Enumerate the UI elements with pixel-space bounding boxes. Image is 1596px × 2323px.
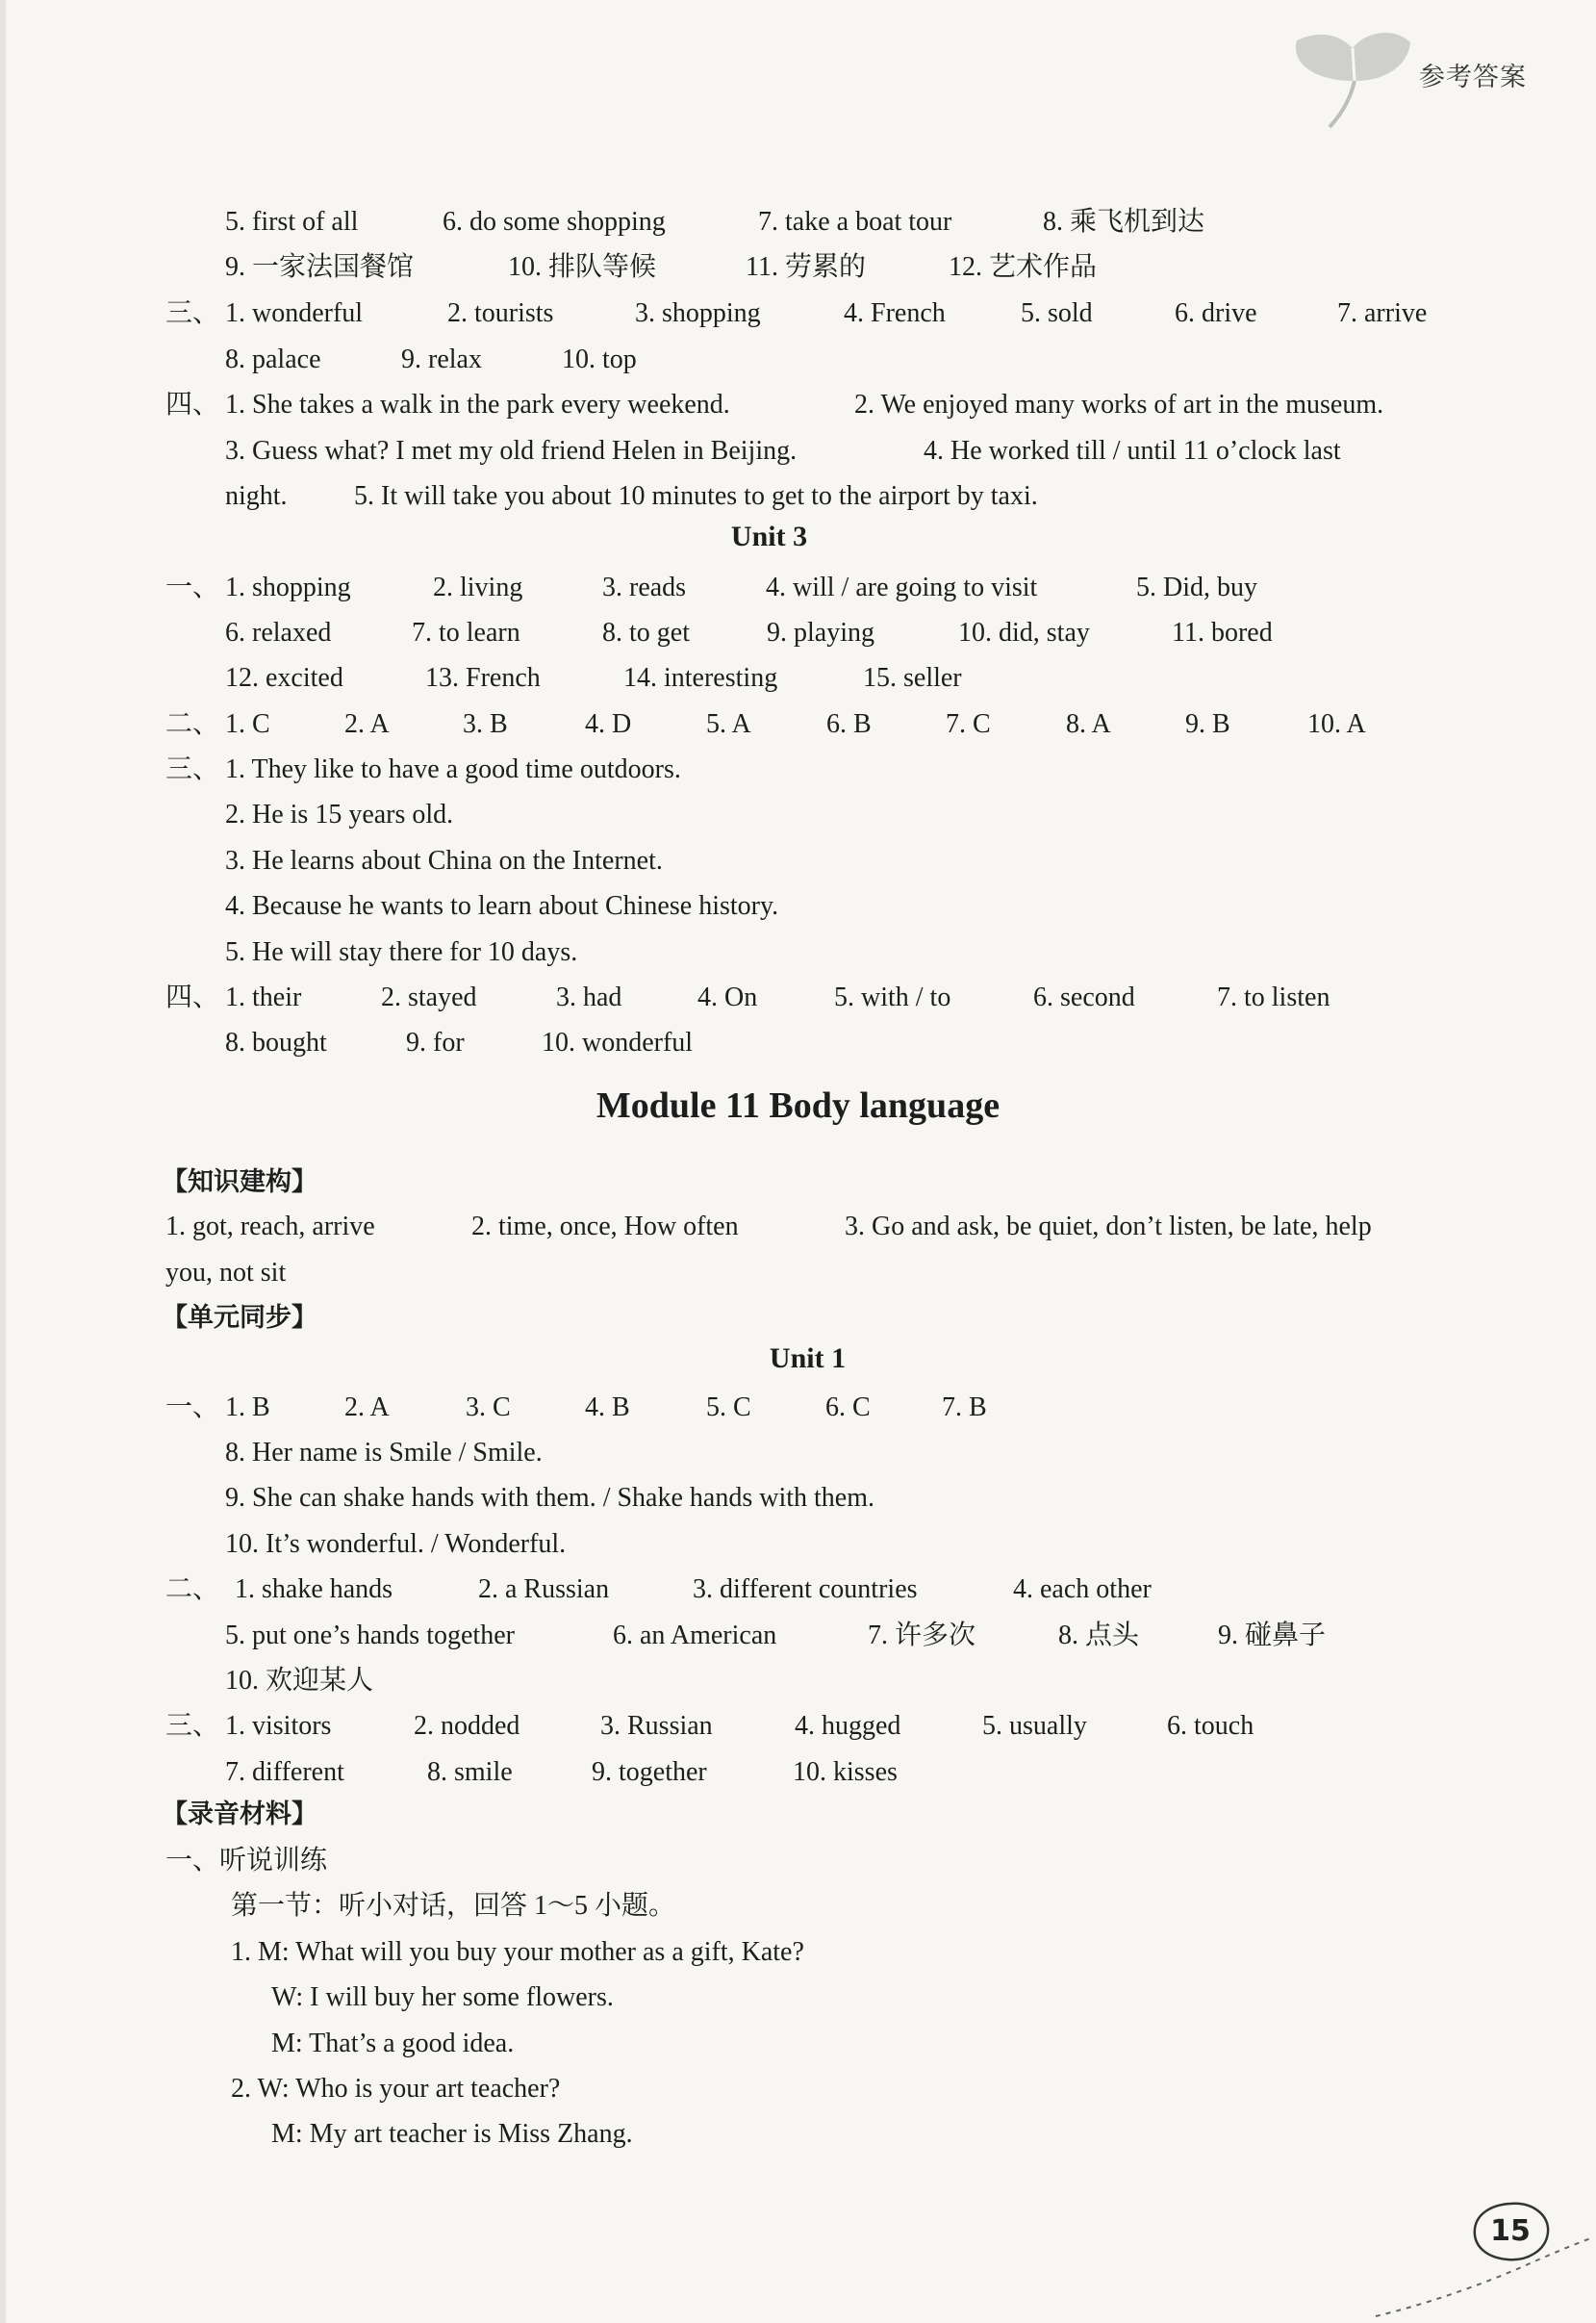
answer-item: 4. hugged (795, 1711, 901, 1741)
answer-item: 1. their (225, 983, 302, 1012)
answer-item: 12. excited (225, 663, 343, 693)
section-label: 四、 (165, 983, 220, 1012)
answer-item: 7. B (942, 1392, 987, 1422)
answer-item: 8. to get (602, 618, 690, 648)
answer-item: 5. C (706, 1392, 751, 1422)
answer-item: 9. playing (767, 618, 874, 648)
answer-item: 7. different (225, 1757, 344, 1787)
knowledge-label: 【知识建构】 (162, 1167, 317, 1197)
answer-item: 2. nodded (414, 1711, 520, 1741)
answer-item: 10. top (562, 345, 637, 374)
answer-item: 1. She takes a walk in the park every weekend. (225, 390, 730, 420)
answer-item: 3. Guess what? I met my old friend Helen in Beijing. (225, 436, 798, 466)
answer-item: 8. 乘飞机到达 (1043, 207, 1205, 237)
answer-item: 5. first of all (225, 207, 359, 237)
answer-item: 1. B (225, 1392, 270, 1422)
answer-item: 9. for (406, 1028, 465, 1058)
answer-item: 1. got, reach, arrive (165, 1212, 375, 1241)
answer-item: 10. 排队等候 (508, 252, 657, 282)
answer-item: 11. 劳累的 (746, 252, 866, 282)
answer-item: 2. A (344, 709, 390, 739)
answer-item: 4. D (585, 709, 632, 739)
answer-item: 4. He worked till / until 11 o’clock last (924, 436, 1341, 466)
answer-item: 7. take a boat tour (758, 207, 952, 237)
answer-item: 3. reads (602, 573, 687, 602)
answer-item: 8. bought (225, 1028, 327, 1058)
answer-item: 6. B (826, 709, 872, 739)
answer-item: 9. relax (401, 345, 482, 374)
answer-item: 3. B (463, 709, 508, 739)
answer-item: 2. We enjoyed many works of art in the museum. (854, 390, 1384, 420)
answer-item: 2. He is 15 years old. (225, 800, 454, 830)
answer-item: 14. interesting (623, 663, 778, 693)
answer-item: 3. Russian (600, 1711, 713, 1741)
header-label: 参考答案 (1419, 63, 1527, 92)
answer-item: 10. kisses (793, 1757, 898, 1787)
section-label: 一、 (165, 573, 220, 602)
answer-item: 5. Did, buy (1136, 573, 1257, 602)
answer-item: 5. It will take you about 10 minutes to get to the airport by taxi. (354, 481, 1038, 511)
answer-item: 5. with / to (834, 983, 951, 1012)
unit-title: Unit 1 (769, 1342, 847, 1374)
answer-item: 9. She can shake hands with them. / Shake hands with them. (225, 1483, 874, 1513)
answer-item: 4. each other (1013, 1574, 1152, 1604)
answer-item: 7. C (946, 709, 991, 739)
answer-item: 11. bored (1172, 618, 1273, 648)
answer-item: 2. tourists (447, 298, 554, 328)
answer-item: 4. French (844, 298, 946, 328)
answer-item: 1. They like to have a good time outdoors. (225, 754, 681, 784)
dialogue-line: 1. M: What will you buy your mother as a gift, Kate? (231, 1937, 804, 1967)
dialogue-line: M: My art teacher is Miss Zhang. (271, 2119, 633, 2149)
answer-item: 5. usually (982, 1711, 1087, 1741)
answer-item: 1. wonderful (225, 298, 364, 328)
answer-item: 1. visitors (225, 1711, 332, 1741)
answer-item: 6. second (1033, 983, 1135, 1012)
answer-item: 2. A (344, 1392, 390, 1422)
answer-item: 6. drive (1175, 298, 1257, 328)
section-label: 四、 (165, 390, 220, 420)
section-label: 三、 (165, 298, 220, 328)
answer-item: 2. time, once, How often (471, 1212, 739, 1241)
answer-item: night. (225, 481, 288, 511)
answer-item: 7. arrive (1337, 298, 1428, 328)
page-edge-shadow (0, 0, 6, 2323)
sync-label: 【单元同步】 (162, 1303, 317, 1333)
answer-item: 9. 碰鼻子 (1218, 1621, 1327, 1650)
answer-item: 8. palace (225, 345, 321, 374)
answer-item: 2. a Russian (478, 1574, 610, 1604)
section-label: 一、 (165, 1392, 220, 1422)
module-title: Module 11 Body language (595, 1085, 1001, 1126)
answer-item: 1. shopping (225, 573, 351, 602)
answer-item: 12. 艺术作品 (949, 252, 1098, 282)
answer-item: 8. smile (427, 1757, 513, 1787)
answer-item: 10. wonderful (542, 1028, 694, 1058)
answer-item: 3. different countries (693, 1574, 918, 1604)
answer-item: 4. On (697, 983, 758, 1012)
page-number: 15 (1490, 2214, 1531, 2248)
answer-item: 10. 欢迎某人 (225, 1666, 374, 1696)
answer-item: 10. A (1307, 709, 1366, 739)
answer-item: 4. will / are going to visit (766, 573, 1038, 602)
answer-item: 6. an American (613, 1621, 777, 1650)
recording-heading: 一、听说训练 (165, 1846, 328, 1876)
dialogue-line: W: I will buy her some flowers. (271, 1982, 614, 2012)
answer-item: 9. together (592, 1757, 707, 1787)
dialogue-line: M: That’s a good idea. (271, 2029, 515, 2058)
answer-item: 7. 许多次 (868, 1621, 976, 1650)
section-label: 二、 (165, 709, 220, 739)
unit-title: Unit 3 (730, 521, 808, 552)
answer-item: you, not sit (165, 1258, 287, 1288)
answer-item: 8. 点头 (1058, 1621, 1140, 1650)
answer-item: 7. to learn (412, 618, 520, 648)
answer-item: 6. do some shopping (443, 207, 666, 237)
answer-item: 5. A (706, 709, 751, 739)
dialogue-line: 2. W: Who is your art teacher? (231, 2074, 561, 2104)
answer-item: 13. French (425, 663, 541, 693)
answer-item: 6. relaxed (225, 618, 332, 648)
answer-item: 3. He learns about China on the Internet. (225, 846, 663, 876)
recording-instruction: 第一节：听小对话，回答 1～5 小题。 (231, 1891, 676, 1921)
answer-item: 5. put one’s hands together (225, 1621, 515, 1650)
answer-item: 5. sold (1021, 298, 1093, 328)
ginkgo-leaf-icon (1289, 21, 1414, 132)
answer-item: 15. seller (863, 663, 962, 693)
answer-item: 4. B (585, 1392, 630, 1422)
section-label: 三、 (165, 754, 220, 784)
answer-item: 3. Go and ask, be quiet, don’t listen, be late, help (845, 1212, 1372, 1241)
answer-item: 6. C (825, 1392, 871, 1422)
answer-item: 8. Her name is Smile / Smile. (225, 1438, 543, 1468)
answer-item: 3. had (556, 983, 622, 1012)
answer-item: 9. B (1185, 709, 1230, 739)
answer-item: 8. A (1066, 709, 1111, 739)
section-label: 三、 (165, 1711, 220, 1741)
answer-item: 1. C (225, 709, 270, 739)
section-label: 二、 (165, 1574, 220, 1604)
answer-item: 1. shake hands (235, 1574, 393, 1604)
answer-item: 2. living (433, 573, 523, 602)
answer-item: 5. He will stay there for 10 days. (225, 937, 578, 967)
answer-item: 10. did, stay (958, 618, 1090, 648)
answer-item: 6. touch (1167, 1711, 1254, 1741)
answer-item: 3. C (466, 1392, 511, 1422)
answer-item: 9. 一家法国餐馆 (225, 252, 415, 282)
answer-item: 2. stayed (381, 983, 477, 1012)
recording-label: 【录音材料】 (162, 1800, 317, 1829)
answer-item: 3. shopping (635, 298, 761, 328)
page-number-badge (1467, 2198, 1554, 2265)
answer-item: 4. Because he wants to learn about Chinese history. (225, 891, 779, 921)
answer-item: 10. It’s wonderful. / Wonderful. (225, 1529, 567, 1559)
answer-item: 7. to listen (1217, 983, 1330, 1012)
